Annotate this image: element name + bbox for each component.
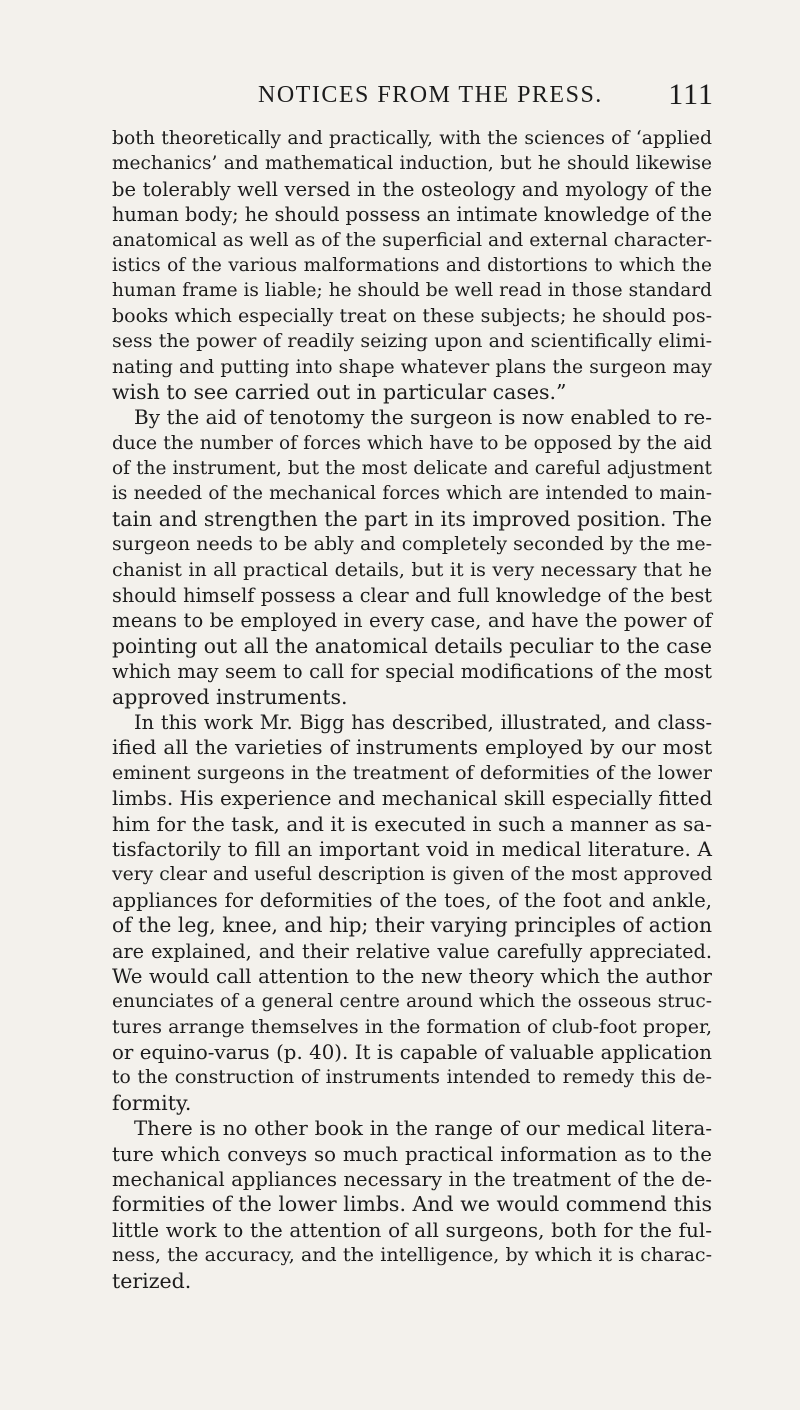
text-line: mechanical appliances necessary in the treatment of the de- <box>112 1168 712 1192</box>
text-line: tisfactorily to fill an important void in medical literature. A <box>112 836 712 861</box>
text-line: books which especially treat on these subjects; he should pos- <box>112 304 712 327</box>
text-line: of the instrument, but the most delicate and careful adjustment <box>112 458 712 480</box>
text-line: enunciates of a general centre around which the osseous struc- <box>112 991 712 1013</box>
page-number: 111 <box>668 78 714 111</box>
text-line: ness, the accuracy, and the intelligence, by which it is charac- <box>112 1244 712 1267</box>
text-line: are explained, and their relative value carefully appreciated. <box>112 939 712 963</box>
text-line: which may seem to call for special modifications of the most <box>112 660 712 684</box>
text-line: mechanics’ and mathematical induction, but he should likewise <box>112 153 712 175</box>
text-line: is needed of the mechanical forces which are intended to main- <box>112 483 712 505</box>
text-line: terized. <box>112 1268 192 1293</box>
text-line: surgeon needs to be ably and completely seconded by the me- <box>112 533 712 556</box>
text-line: tures arrange themselves in the formation of club-foot proper, <box>112 1015 712 1038</box>
text-line: ified all the varieties of instruments employed by our most <box>112 735 712 760</box>
text-line: little work to the attention of all surgeons, both for the ful- <box>112 1217 712 1242</box>
text-line: ture which conveys so much practical information as to the <box>112 1142 712 1166</box>
text-line: istics of the various malformations and distortions to which the <box>112 254 712 276</box>
text-line: formities of the lower limbs. And we would commend this <box>112 1192 712 1217</box>
text-line: or equino-varus (p. 40). It is capable of valuable application <box>112 1041 712 1065</box>
text-line: appliances for deformities of the toes, of the foot and ankle, <box>112 888 712 912</box>
text-line: limbs. His experience and mechanical skill especially fitted <box>112 786 713 811</box>
text-line: human body; he should possess an intimate knowledge of the <box>112 203 713 227</box>
text-line: We would call attention to the new theory which the author <box>112 964 712 988</box>
text-line: approved instruments. <box>112 684 348 709</box>
text-line: should himself possess a clear and full knowledge of the best <box>112 584 712 608</box>
text-line: By the aid of tenotomy the surgeon is now enabled to re- <box>134 405 712 430</box>
text-line: human frame is liable; he should be well read in those standard <box>112 280 712 302</box>
text-line: sess the power of readily seizing upon and scientifically elimi- <box>112 330 712 353</box>
running-head: NOTICES FROM THE PRESS. <box>258 82 603 108</box>
text-line: formity. <box>112 1090 192 1115</box>
text-line: to the construction of instruments intended to remedy this de- <box>112 1067 712 1089</box>
text-line: very clear and useful description is given of the most approved <box>112 864 713 886</box>
text-line: both theoretically and practically, with the sciences of ‘applied <box>112 128 712 149</box>
text-line: duce the number of forces which have to be opposed by the aid <box>112 432 712 454</box>
text-line: wish to see carried out in particular cases.” <box>112 379 567 404</box>
text-line: anatomical as well as of the superficial and external character- <box>112 229 713 251</box>
text-line: be tolerably well versed in the osteology and myology of the <box>112 177 712 201</box>
text-line: In this work Mr. Bigg has described, illustrated, and class- <box>134 710 712 734</box>
page-header <box>0 78 800 112</box>
body-text <box>112 126 712 1294</box>
text-line: pointing out all the anatomical details peculiar to the case <box>112 633 712 658</box>
text-line: tain and strengthen the part in its improved position. The <box>112 506 712 531</box>
text-line: There is no other book in the range of our medical litera- <box>134 1117 712 1141</box>
text-line: nating and putting into shape whatever plans the surgeon may <box>112 356 712 378</box>
text-line: him for the task, and it is executed in such a manner as sa- <box>112 811 712 836</box>
text-line: of the leg, knee, and hip; their varying principles of action <box>112 913 712 938</box>
text-line: means to be employed in every case, and have the power of <box>112 609 712 633</box>
text-line: chanist in all practical details, but it is very necessary that he <box>112 558 712 581</box>
text-line: eminent surgeons in the treatment of deformities of the lower <box>112 761 712 784</box>
